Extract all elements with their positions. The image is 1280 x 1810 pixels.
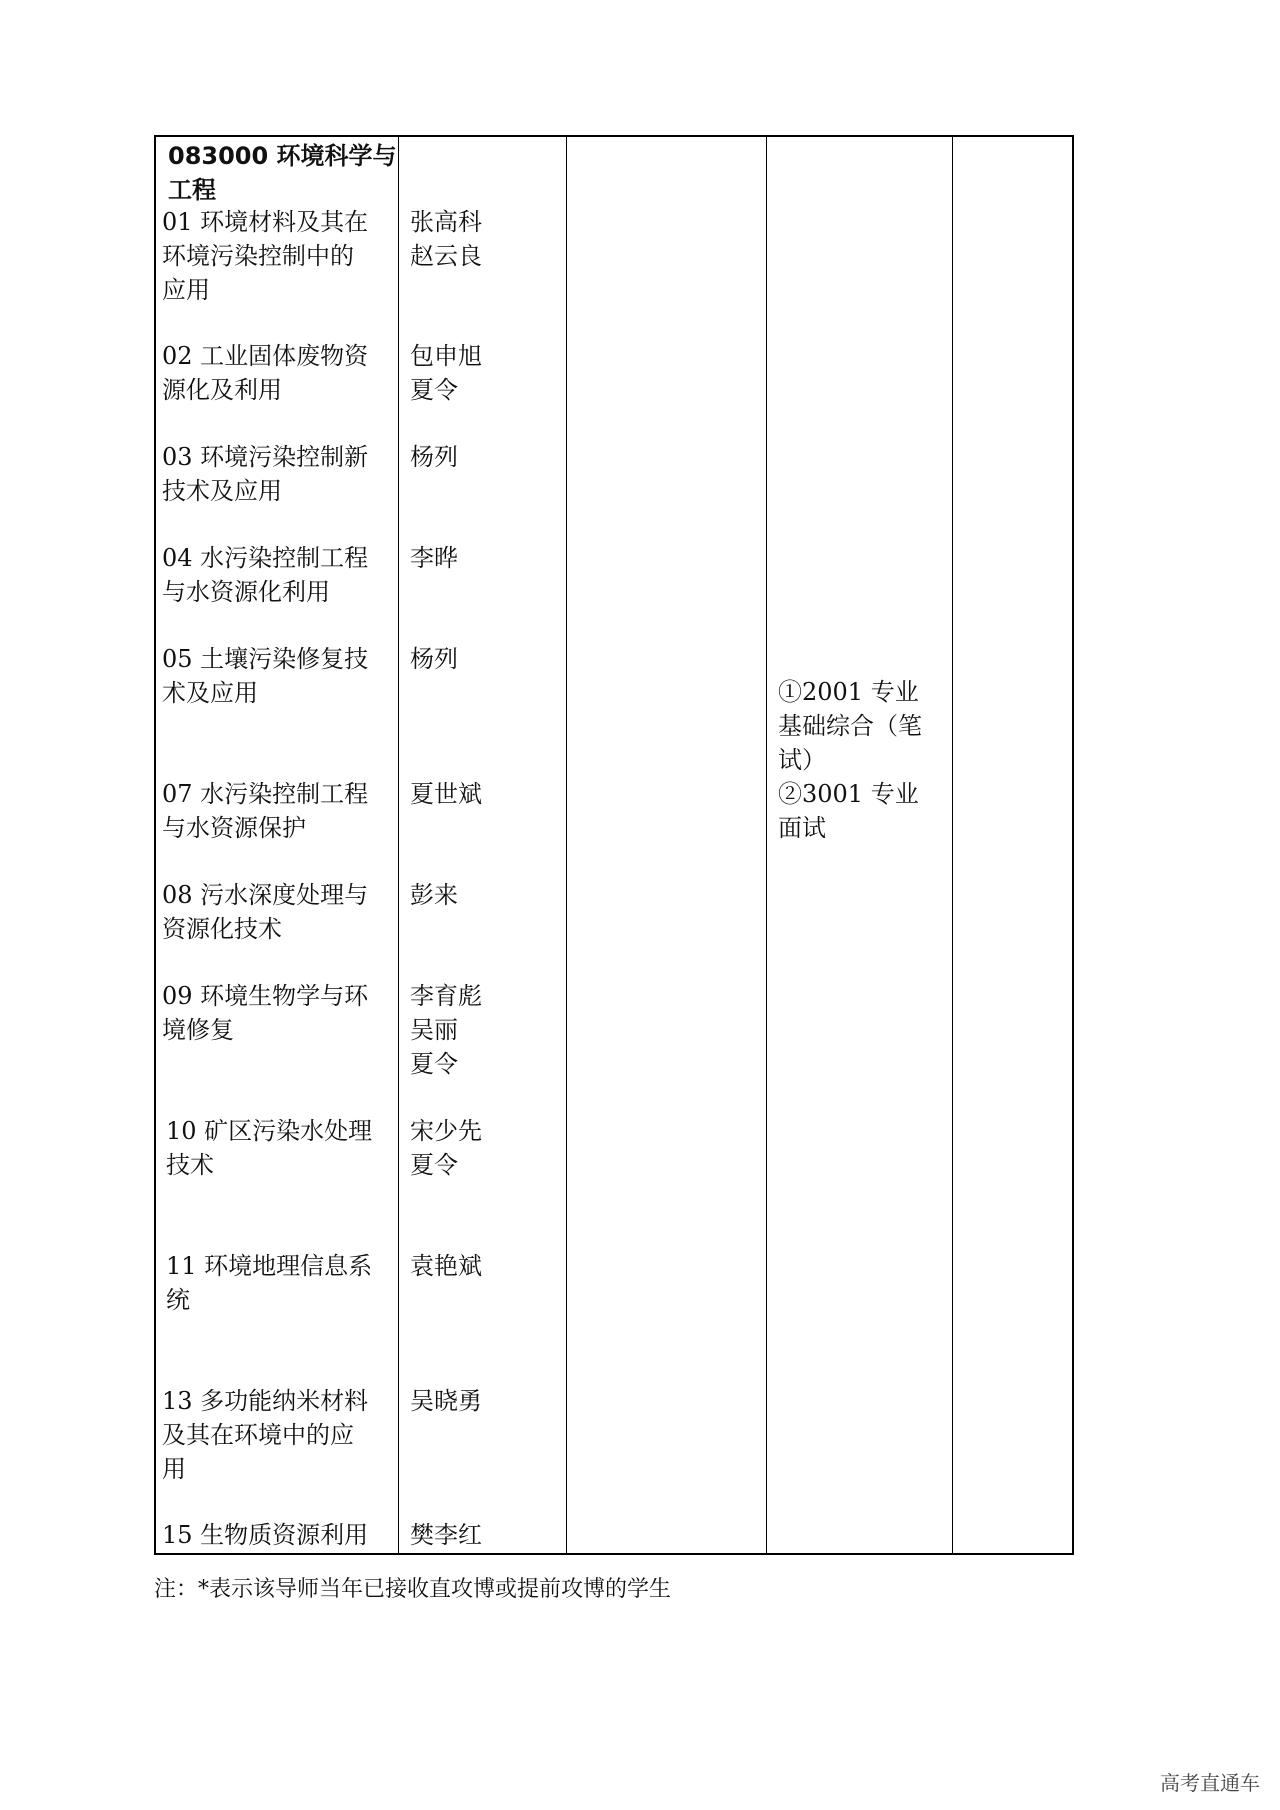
column-divider: [952, 137, 953, 1553]
direction-15: 15 生物质资源利用: [162, 1521, 369, 1549]
direction-11: 11 环境地理信息系 统: [166, 1252, 373, 1314]
advisors-13: 吴晓勇: [410, 1387, 482, 1415]
advisors-09: 李育彪 吴丽 夏令: [410, 982, 482, 1078]
advisors-01: 张高科 赵云良: [410, 208, 482, 270]
direction-01: 01 环境材料及其在 环境污染控制中的 应用: [162, 208, 369, 304]
column-divider: [398, 137, 399, 1553]
advisors-03: 杨列: [410, 443, 458, 471]
direction-09: 09 环境生物学与环 境修复: [162, 982, 369, 1044]
major-title: 083000 环境科学与 工程: [168, 142, 397, 204]
direction-05: 05 土壤污染修复技 术及应用: [162, 645, 369, 707]
advisors-11: 袁艳斌: [410, 1252, 482, 1280]
direction-10: 10 矿区污染水处理 技术: [166, 1117, 373, 1179]
exam-subjects: ①2001 专业 基础综合（笔 试） ②3001 专业 面试: [778, 678, 922, 842]
footnote: 注：*表示该导师当年已接收直攻博或提前攻博的学生: [154, 1577, 672, 1602]
advisors-15: 樊李红: [410, 1521, 482, 1549]
direction-13: 13 多功能纳米材料 及其在环境中的应 用: [162, 1387, 369, 1483]
advisors-04: 李晔: [410, 544, 458, 572]
direction-08: 08 污水深度处理与 资源化技术: [162, 881, 369, 943]
column-divider: [766, 137, 767, 1553]
advisors-07: 夏世斌: [410, 780, 482, 808]
watermark: 高考直通车: [1160, 1771, 1260, 1795]
advisors-02: 包申旭 夏令: [410, 342, 482, 404]
direction-02: 02 工业固体废物资 源化及利用: [162, 342, 369, 404]
direction-04: 04 水污染控制工程 与水资源化利用: [162, 544, 369, 606]
direction-07: 07 水污染控制工程 与水资源保护: [162, 780, 369, 842]
advisors-10: 宋少先 夏令: [410, 1117, 482, 1179]
admissions-table: [154, 135, 1074, 1555]
advisors-05: 杨列: [410, 645, 458, 673]
advisors-08: 彭来: [410, 881, 458, 909]
direction-03: 03 环境污染控制新 技术及应用: [162, 443, 369, 505]
column-divider: [566, 137, 567, 1553]
